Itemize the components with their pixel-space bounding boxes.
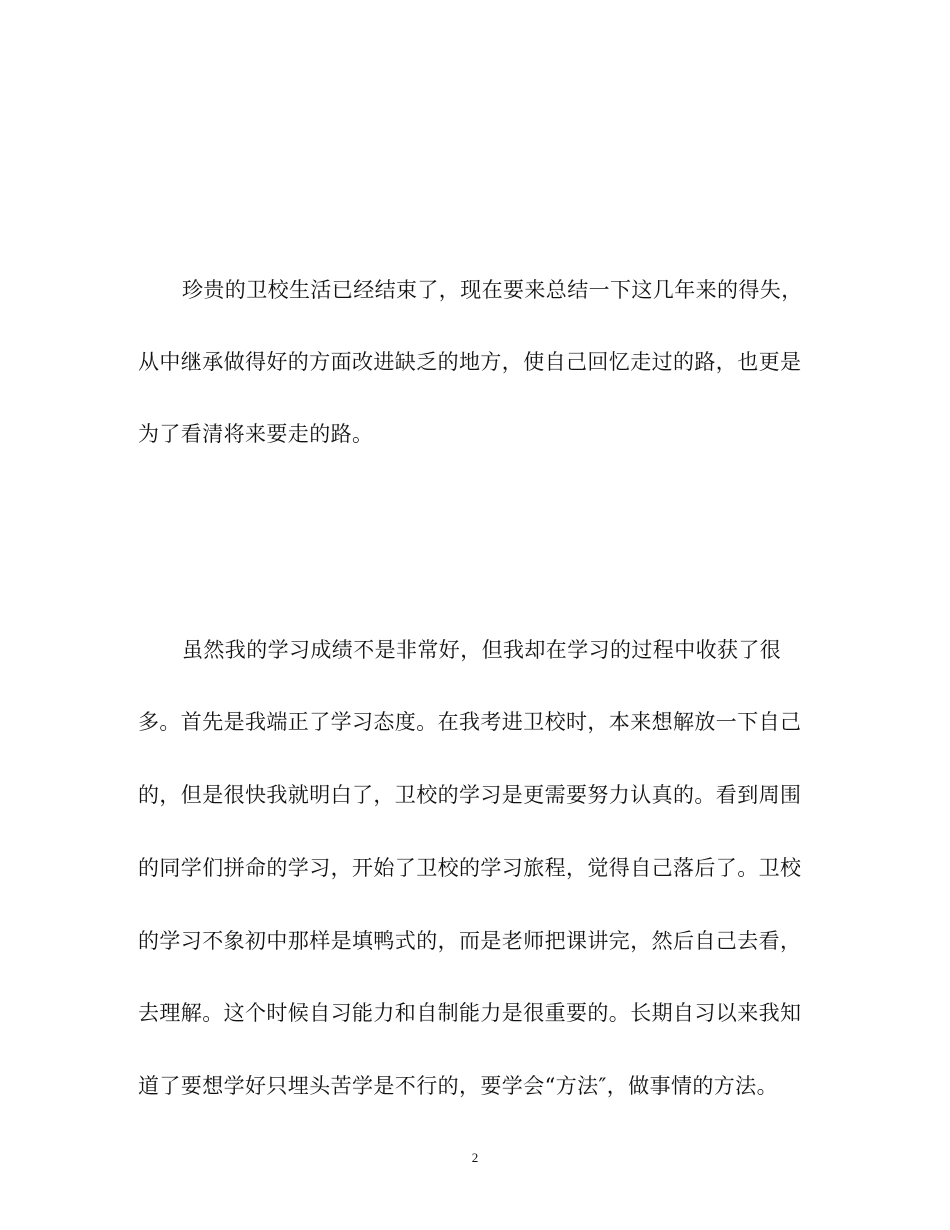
- paragraph-2-line-7: 道了要想学好只埋头苦学是不行的，要学会“方法″，做事情的方法。: [138, 1074, 778, 1098]
- paragraph-2-line-5: 的学习不象初中那样是填鸭式的，而是老师把课讲完，然后自己去看，: [138, 929, 802, 953]
- paragraph-2-line-1: 虽然我的学习成绩不是非常好，但我却在学习的过程中收获了很: [182, 638, 782, 662]
- paragraph-2-line-2: 多。首先是我端正了学习态度。在我考进卫校时，本来想解放一下自己: [138, 710, 802, 734]
- paragraph-2-line-6: 去理解。这个时候自习能力和自制能力是很重要的。长期自习以来我知: [138, 1001, 802, 1025]
- page-number: 2: [471, 1150, 479, 1165]
- paragraph-1-line-3: 为了看清将来要走的路。: [138, 422, 374, 446]
- paragraph-2-line-4: 的同学们拼命的学习，开始了卫校的学习旅程，觉得自己落后了。卫校: [138, 856, 802, 880]
- paragraph-1-line-1: 珍贵的卫校生活已经结束了，现在要来总结一下这几年来的得失，: [182, 278, 803, 302]
- paragraph-2-line-3: 的，但是很快我就明白了，卫校的学习是更需要努力认真的。看到周围: [138, 783, 802, 807]
- paragraph-1-line-2: 从中继承做得好的方面改进缺乏的地方，使自己回忆走过的路，也更是: [138, 350, 802, 374]
